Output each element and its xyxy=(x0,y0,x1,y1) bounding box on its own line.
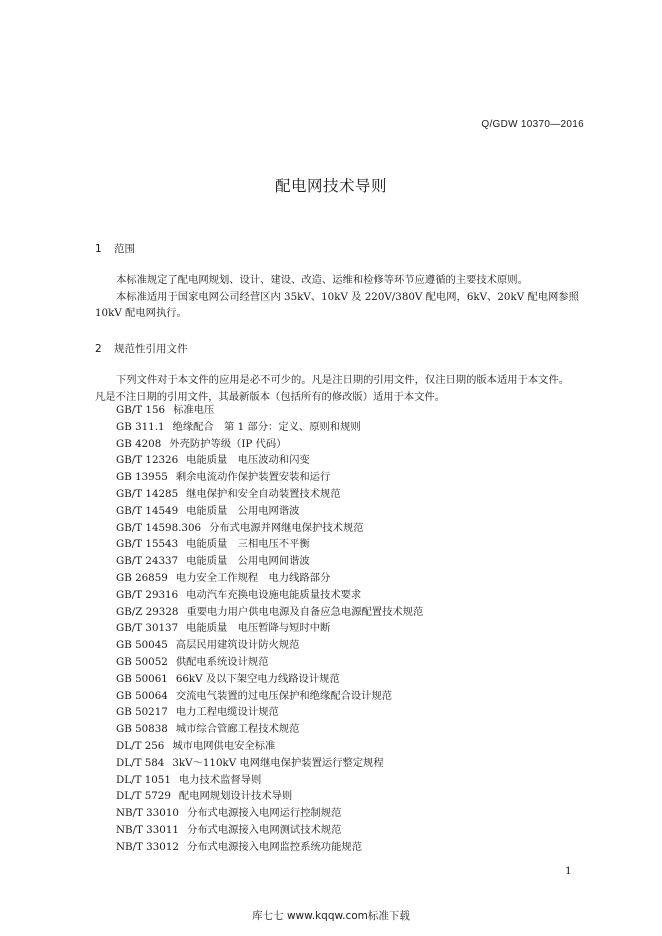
reference-code: GB 50838 xyxy=(116,723,168,736)
reference-code: GB/T 156 xyxy=(116,404,166,416)
reference-item xyxy=(116,536,423,553)
page-number: 1 xyxy=(565,865,572,877)
reference-title: 供配电系统设计规范 xyxy=(175,655,269,668)
paragraph-line: 10kV 配电网执行。 xyxy=(95,307,187,319)
reference-code: GB/T 24337 xyxy=(116,555,179,568)
reference-title: 继电保护和安全自动装置技术规范 xyxy=(186,487,341,500)
reference-item xyxy=(116,620,423,637)
reference-item xyxy=(116,839,423,856)
reference-title: 绝缘配合 第 1 部分：定义、原则和规则 xyxy=(172,420,361,433)
reference-code: GB/T 14549 xyxy=(116,504,179,517)
document-title: 配电网技术导则 xyxy=(274,177,387,195)
section-2-heading xyxy=(95,341,188,356)
section-title: 范围 xyxy=(114,243,135,255)
reference-code: GB/T 30137 xyxy=(116,622,179,635)
reference-title: 重要电力用户供电电源及自备应急电源配置技术规范 xyxy=(186,605,424,618)
section-1-body xyxy=(95,272,585,322)
reference-code: GB 13955 xyxy=(116,471,168,484)
reference-item xyxy=(116,805,423,822)
reference-item xyxy=(116,553,423,570)
reference-title: 配电网规划设计技术导则 xyxy=(178,790,293,803)
reference-item xyxy=(116,402,423,419)
reference-code: DL/T 256 xyxy=(116,739,165,752)
reference-title: 城市综合管廊工程技术规范 xyxy=(175,723,300,736)
reference-code: GB 50052 xyxy=(116,655,168,668)
paragraph-line: 凡是不注日期的引用文件，其最新版本（包括所有的修改版）适用于本文件。 xyxy=(95,390,446,403)
reference-code: GB/T 12326 xyxy=(116,454,179,467)
reference-title: 3kV～110kV 电网继电保护装置运行整定规程 xyxy=(172,756,384,769)
reference-title: 电力安全工作规程 电力线路部分 xyxy=(175,571,331,584)
paragraph-line: 本标准规定了配电网规划、设计、建设、改造、运维和检修等环节应遵循的主要技术原则。 xyxy=(116,274,528,286)
reference-item xyxy=(116,503,423,520)
reference-code: GB/Z 29328 xyxy=(116,605,179,618)
reference-item xyxy=(116,654,423,671)
reference-title: 电力技术监督导则 xyxy=(178,773,262,786)
reference-title: 分布式电源接入电网运行控制规范 xyxy=(186,807,342,820)
download-watermark: 库七七 www.kqqw.com标准下载 xyxy=(252,910,410,922)
reference-code: GB/T 14598.306 xyxy=(116,521,202,534)
reference-code: NB/T 33010 xyxy=(116,807,179,820)
section-title: 规范性引用文件 xyxy=(114,343,188,355)
reference-code: DL/T 1051 xyxy=(116,773,171,786)
reference-item xyxy=(116,419,423,436)
reference-title: 剩余电流动作保护装置安装和运行 xyxy=(175,471,331,484)
reference-item xyxy=(116,788,423,805)
reference-item xyxy=(116,738,423,755)
section-number: 1 xyxy=(95,243,102,255)
reference-title: 分布式电源并网继电保护技术规范 xyxy=(209,521,364,534)
reference-item xyxy=(116,755,423,772)
document-code: Q/GDW 10370—2016 xyxy=(481,119,584,130)
reference-title: 标准电压 xyxy=(173,404,215,416)
reference-title: 电能质量 公用电网间谐波 xyxy=(186,555,310,568)
reference-title: 交流电气装置的过电压保护和绝缘配合设计规范 xyxy=(175,689,393,702)
reference-code: GB 4208 xyxy=(116,437,162,450)
reference-item xyxy=(116,604,423,621)
reference-code: DL/T 584 xyxy=(116,756,165,769)
reference-code: GB 50045 xyxy=(116,639,168,652)
reference-code: DL/T 5729 xyxy=(116,790,171,803)
reference-item xyxy=(116,721,423,738)
section-2-body xyxy=(95,372,585,405)
reference-title: 电能质量 三相电压不平衡 xyxy=(186,538,310,551)
reference-list xyxy=(116,402,423,856)
reference-title: 城市电网供电安全标准 xyxy=(172,739,276,752)
reference-title: 电动汽车充换电设施电能质量技术要求 xyxy=(186,588,362,601)
reference-title: 电能质量 电压波动和闪变 xyxy=(186,454,310,467)
reference-code: GB/T 14285 xyxy=(116,487,179,500)
reference-item xyxy=(116,469,423,486)
reference-code: NB/T 33012 xyxy=(116,840,179,853)
section-1-heading xyxy=(95,241,135,256)
reference-item xyxy=(116,452,423,469)
reference-code: NB/T 33011 xyxy=(116,823,179,836)
reference-item xyxy=(116,570,423,587)
reference-code: GB/T 29316 xyxy=(116,588,179,601)
reference-item xyxy=(116,772,423,789)
reference-code: GB 50061 xyxy=(116,672,168,685)
reference-item xyxy=(116,822,423,839)
reference-title: 电能质量 公用电网谐波 xyxy=(186,504,300,517)
reference-code: GB 311.1 xyxy=(116,420,165,433)
reference-item xyxy=(116,520,423,537)
reference-title: 外壳防护等级（IP 代码） xyxy=(169,437,287,450)
reference-item xyxy=(116,486,423,503)
reference-title: 分布式电源接入电网测试技术规范 xyxy=(186,823,342,836)
reference-item xyxy=(116,436,423,453)
reference-code: GB/T 15543 xyxy=(116,538,179,551)
reference-item xyxy=(116,637,423,654)
reference-item xyxy=(116,688,423,705)
reference-item xyxy=(116,587,423,604)
reference-title: 电力工程电缆设计规范 xyxy=(175,706,279,719)
reference-code: GB 50217 xyxy=(116,706,168,719)
reference-code: GB 26859 xyxy=(116,571,168,584)
reference-item xyxy=(116,704,423,721)
paragraph-line: 本标准适用于国家电网公司经营区内 35kV、10kV 及 220V/380V 配电网，6kV、20kV 配电网参照 xyxy=(116,290,579,303)
section-number: 2 xyxy=(95,343,102,355)
reference-title: 66kV 及以下架空电力线路设计规范 xyxy=(175,672,340,685)
reference-title: 电能质量 电压暂降与短时中断 xyxy=(186,622,331,635)
reference-code: GB 50064 xyxy=(116,689,168,702)
paragraph-line: 下列文件对于本文件的应用是必不可少的。凡是注日期的引用文件，仅注日期的版本适用于本文件。 xyxy=(116,374,570,386)
reference-item xyxy=(116,671,423,688)
reference-title: 高层民用建筑设计防火规范 xyxy=(175,639,300,652)
reference-title: 分布式电源接入电网监控系统功能规范 xyxy=(186,840,362,853)
